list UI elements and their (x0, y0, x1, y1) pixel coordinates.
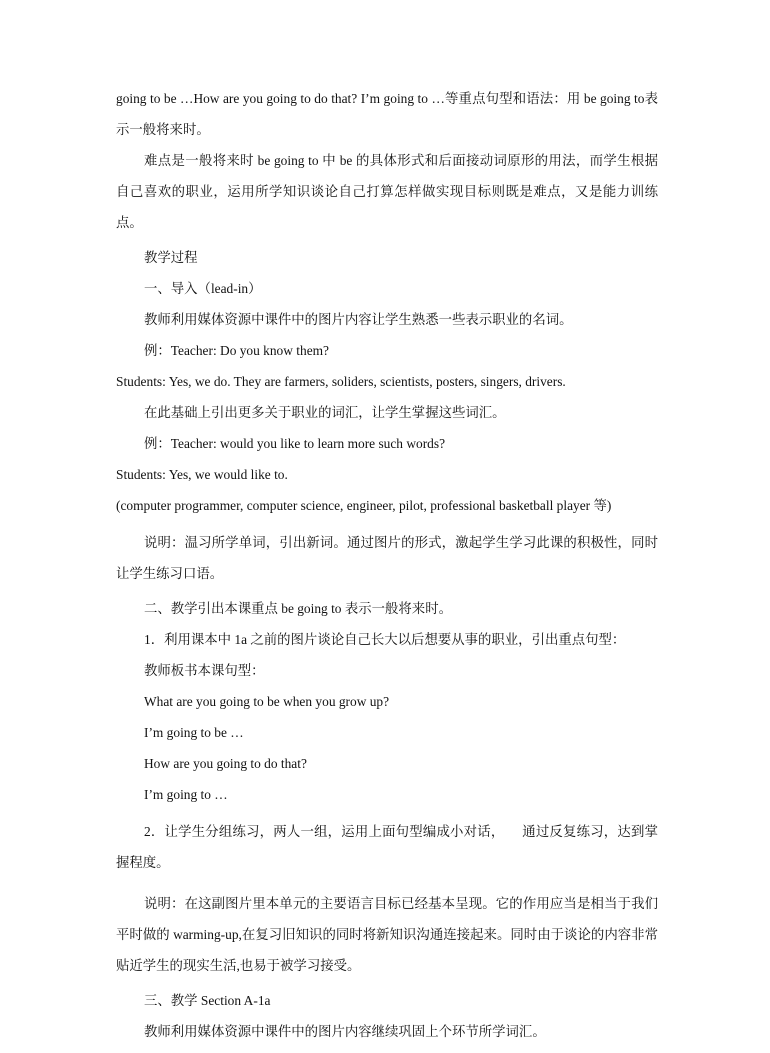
paragraph-section-a-desc: 教师利用媒体资源中课件中的图片内容继续巩固上个环节所学词汇。 (144, 1024, 546, 1039)
example-teacher-1: 例：Teacher: Do you know them? (144, 343, 329, 358)
heading-teaching-process: 教学过程 (144, 250, 198, 265)
board-sentences-label: 教师板书本课句型： (144, 663, 265, 678)
paragraph-difficulties: 难点是一般将来时 be going to 中 be 的具体形式和后面接动词原形的用法，而学生根据自己喜欢的职业，运用所学知识谈论自己打算怎样做实现目标则既是难点，又是能力训练点。 (116, 153, 658, 230)
heading-lead-in: 一、导入（lead-in） (144, 281, 262, 296)
sentence-im-going-to-be: I’m going to be … (144, 725, 244, 740)
heading-section-two: 二、教学引出本课重点 be going to 表示一般将来时。 (144, 601, 452, 616)
heading-section-three: 三、教学 Section A-1a (144, 993, 271, 1008)
sentence-im-going-to: I’m going to … (144, 787, 228, 802)
vocab-list: (computer programmer, computer science, engineer, pilot, professional basketball player 等) (116, 498, 612, 513)
note-picture-goals: 说明：在这副图片里本单元的主要语言目标已经基本呈现。它的作用应当是相当于我们平时做的 warming-up,在复习旧知识的同时将新知识沟通连接起来。同时由于谈论的内容非常贴近学生的现实生活,也易于被学习接受。 (116, 896, 658, 973)
example-students-1: Students: Yes, we do. They are farmers, soliders, scientists, posters, singers, drivers. (116, 374, 566, 389)
example-students-2: Students: Yes, we would like to. (116, 467, 288, 482)
paragraph-key-sentences: going to be …How are you going to do that? I’m going to …等重点句型和语法：用 be going to表示一般将来时。 (116, 91, 658, 137)
paragraph-more-vocab: 在此基础上引出更多关于职业的词汇，让学生掌握这些词汇。 (144, 405, 506, 420)
step-two: 2．让学生分组练习，两人一组，运用上面句型编成小对话， 通过反复练习，达到掌握程度。 (116, 824, 658, 870)
example-teacher-2: 例：Teacher: would you like to learn more such words? (144, 436, 446, 451)
sentence-what-are-you: What are you going to be when you grow up? (144, 694, 390, 709)
paragraph-lead-in-desc: 教师利用媒体资源中课件中的图片内容让学生熟悉一些表示职业的名词。 (144, 312, 573, 327)
note-review-words: 说明：温习所学单词，引出新词。通过图片的形式，激起学生学习此课的积极性，同时让学生练习口语。 (116, 535, 658, 581)
sentence-how-are-you: How are you going to do that? (144, 756, 307, 771)
document-page (116, 83, 658, 1053)
step-one: 1．利用课本中 1a 之前的图片谈论自己长大以后想要从事的职业，引出重点句型： (144, 632, 626, 647)
